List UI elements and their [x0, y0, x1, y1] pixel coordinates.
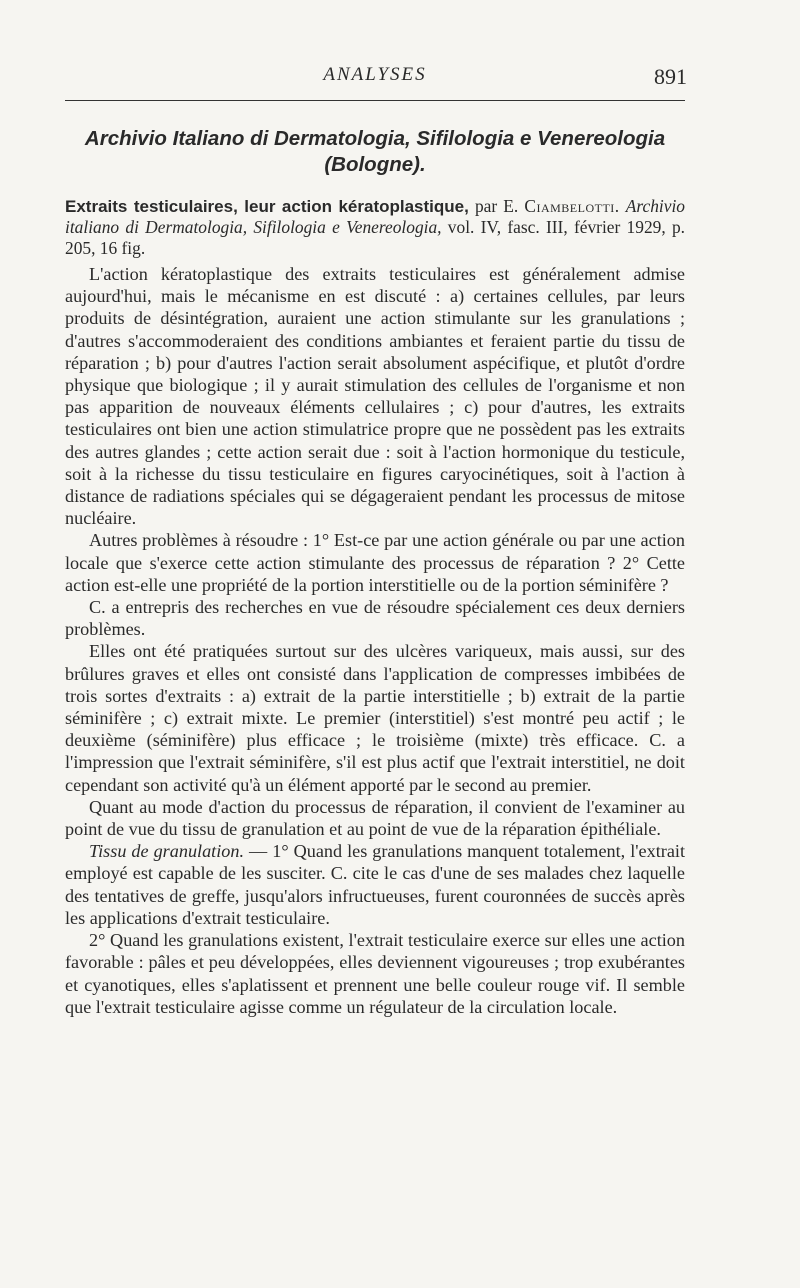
- entry-header: [65, 196, 685, 259]
- section-paragraph: [65, 840, 685, 929]
- entry-by: par E.: [474, 196, 519, 216]
- journal-heading: [65, 126, 685, 178]
- section-lead: — 1° Quand les granulations manquent totalement, l'extrait employé est capable de les susciter. C. cite le cas d'une de ses malades chez laquelle des tentatives de greffe, jusqu'alors infructueuses, furent couronnées de succès après les applications d'extrait testiculaire.: [65, 841, 685, 928]
- paragraph: Quant au mode d'action du processus de réparation, il convient de l'examiner au point de vue du tissu de granulation et au point de vue de la réparation épithéliale.: [65, 796, 685, 840]
- entry-journal-ref: Archivio italiano di Dermatologia, Sifilologia e Venereologia,: [65, 196, 685, 237]
- running-head-title: ANALYSES: [323, 64, 427, 85]
- paragraph: L'action kératoplastique des extraits testiculaires est généralement admise aujourd'hui, mais le mécanisme en est discuté : a) certaines cellules, par leurs produits de désintégration, auraient une action stimulante sur les granulations ; d'autres s'accommoderaient des conditions ambiantes et feraient partie du tissu de réparation ; b) pour d'autres l'action serait absolument aspécifique, et plutôt d'ordre physique que biologique ; il y aurait stimulation des cellules de l'organisme et non pas apparition de nouveaux éléments cellulaires ; c) pour d'autres, les extraits testiculaires ont bien une action stimulatrice propre que ne possèdent pas les extraits des autres glandes ; cette action serait due : soit à l'action hormonique du testicule, soit à la richesse du tissu testiculaire en figures caryocinétiques, soit à l'action à distance de radiations spéciales qui se dégageraient pendant les processus de mitose nucléaire.: [65, 264, 685, 529]
- article-text: [65, 118, 685, 1018]
- paragraph: Autres problèmes à résoudre : 1° Est-ce par une action générale ou par une action locale que s'exerce cette action stimulante des processus de réparation ? 2° Cette action est-elle une propriété de la portion interstitielle ou de la portion séminifère ?: [65, 530, 685, 595]
- section-heading: Tissu de granulation.: [89, 841, 245, 862]
- page-number: 891: [654, 64, 687, 89]
- journal-place: (Bologne).: [324, 153, 426, 176]
- journal-title: Archivio Italiano di Dermatologia, Sifilologia e Venereologia: [84, 127, 666, 150]
- header-rule: [65, 100, 685, 101]
- paragraph: C. a entrepris des recherches en vue de résoudre spécialement ces deux derniers problèmes.: [65, 597, 685, 640]
- entry-title: Extraits testiculaires, leur action kératoplastique,: [65, 197, 469, 216]
- article-body: [65, 263, 685, 1018]
- paragraph: 2° Quand les granulations existent, l'extrait testiculaire exerce sur elles une action favorable : pâles et peu développées, elles deviennent vigoureuses ; trop exubérantes et cyanotiques, elles s'aplatissent et prennent une belle couleur rouge vif. Il semble que l'extrait testiculaire agisse comme un régulateur de la circulation locale.: [65, 930, 685, 1017]
- entry-author: Ciambelotti.: [524, 196, 620, 216]
- running-head: [65, 62, 685, 90]
- paragraph: Elles ont été pratiquées surtout sur des ulcères variqueux, mais aussi, sur des brûlures graves et elles ont consisté dans l'application de compresses imbibées de trois sortes d'extraits : a) extrait de la partie interstitielle ; b) extrait de la partie séminifère ; c) extrait mixte. Le premier (interstitiel) s'est montré peu actif ; le deuxième (séminifère) plus efficace ; le troisième (mixte) très efficace. C. a l'impression que l'extrait séminifère, s'il est plus actif que l'extrait interstitiel, ne doit cependant son activité qu'à un élément apporté par le second au premier.: [65, 641, 685, 795]
- entry-citation: vol. IV, fasc. III, février 1929, p. 205, 16 fig.: [65, 217, 685, 258]
